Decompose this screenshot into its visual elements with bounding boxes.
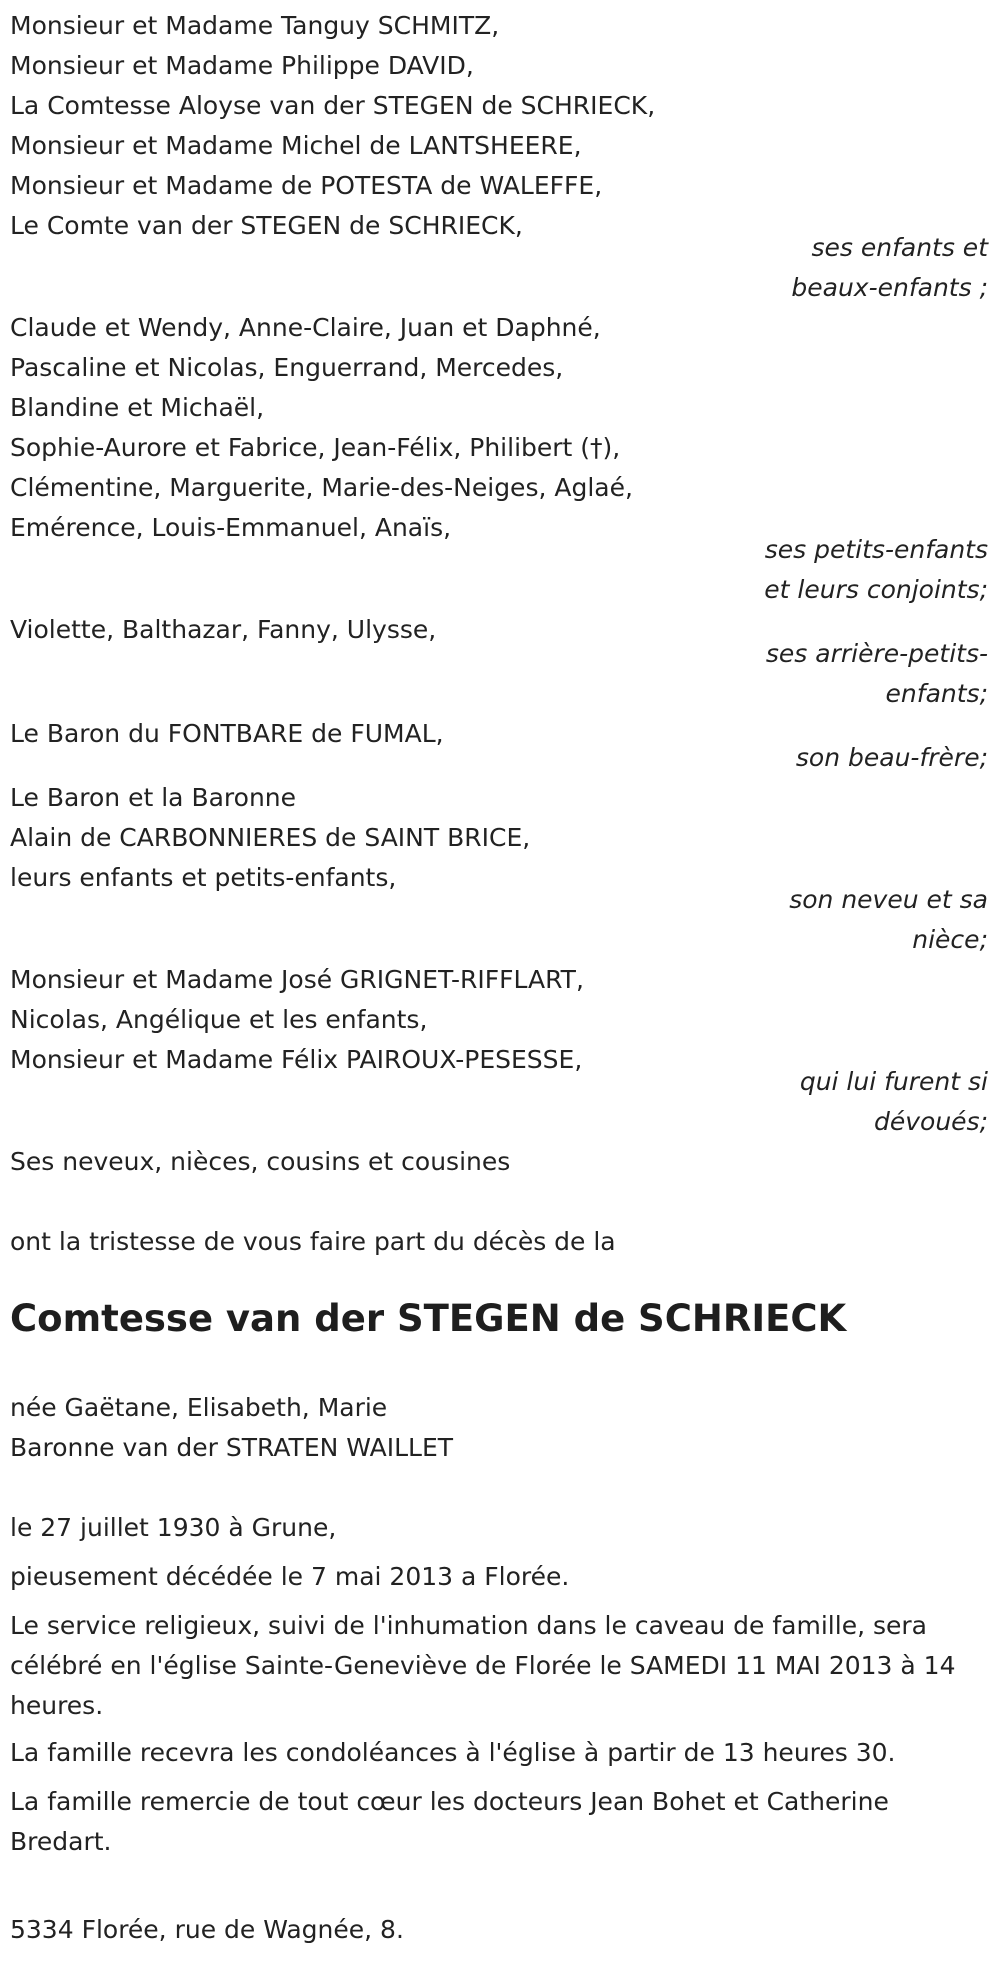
family-line: Claude et Wendy, Anne-Claire, Juan et Daphné, (10, 313, 601, 342)
family-line: Le Baron du FONTBARE de FUMAL, (10, 719, 444, 748)
family-line: Nicolas, Angélique et les enfants, (10, 1005, 428, 1034)
family-line: Violette, Balthazar, Fanny, Ulysse, (10, 615, 437, 644)
relation-label: et leurs conjoints; (764, 575, 988, 604)
family-line: Ses neveux, nièces, cousins et cousines (10, 1147, 511, 1176)
deceased-name: Comtesse van der STEGEN de SCHRIECK (10, 1297, 847, 1340)
family-line: Monsieur et Madame de POTESTA de WALEFFE, (10, 171, 603, 200)
service-info: Le service religieux, suivi de l'inhumation dans le caveau de famille, sera célébré en l'église Sainte-Geneviève de Florée le SAMEDI 11 MAI 2013 à 14 heures. (10, 1611, 956, 1720)
family-line: Clémentine, Marguerite, Marie-des-Neiges, Aglaé, (10, 473, 633, 502)
family-line: Blandine et Michaël, (10, 393, 265, 422)
family-line: Pascaline et Nicolas, Enguerrand, Mercedes, (10, 353, 564, 382)
relation-label: dévoués; (873, 1107, 988, 1136)
thanks-text: La famille remercie de tout cœur les docteurs Jean Bohet et Catherine Bredart. (10, 1787, 889, 1856)
birth-info: le 27 juillet 1930 à Grune, (10, 1513, 337, 1542)
family-line: Sophie-Aurore et Fabrice, Jean-Félix, Philibert (†), (10, 433, 621, 462)
family-line: leurs enfants et petits-enfants, (10, 863, 397, 892)
relation-label: qui lui furent si (799, 1067, 988, 1096)
family-line: Le Comte van der STEGEN de SCHRIECK, (10, 211, 523, 240)
relation-label: ses arrière-petits- (765, 639, 988, 668)
announcement-text: ont la tristesse de vous faire part du décès de la (10, 1227, 616, 1256)
relation-label: beaux-enfants ; (791, 273, 988, 302)
family-line: Le Baron et la Baronne (10, 783, 297, 812)
family-line: La Comtesse Aloyse van der STEGEN de SCHRIECK, (10, 91, 656, 120)
relation-label: son neveu et sa (789, 885, 988, 914)
address: 5334 Florée, rue de Wagnée, 8. (10, 1915, 404, 1944)
relation-label: ses enfants et (811, 233, 988, 262)
family-line: Emérence, Louis-Emmanuel, Anaïs, (10, 513, 452, 542)
birth-name: née Gaëtane, Elisabeth, Marie (10, 1393, 388, 1422)
family-line: Alain de CARBONNIERES de SAINT BRICE, (10, 823, 531, 852)
relation-label: nièce; (912, 925, 988, 954)
birth-title: Baronne van der STRATEN WAILLET (10, 1433, 454, 1462)
family-line: Monsieur et Madame José GRIGNET-RIFFLART, (10, 965, 584, 994)
family-line: Monsieur et Madame Philippe DAVID, (10, 51, 474, 80)
family-line: Monsieur et Madame Tanguy SCHMITZ, (10, 11, 500, 40)
relation-label: ses petits-enfants (764, 535, 988, 564)
family-line: Monsieur et Madame Michel de LANTSHEERE, (10, 131, 582, 160)
death-info: pieusement décédée le 7 mai 2013 a Florée. (10, 1562, 570, 1591)
relation-label: son beau-frère; (795, 743, 988, 772)
condolences-info: La famille recevra les condoléances à l'église à partir de 13 heures 30. (10, 1738, 896, 1767)
relation-label: enfants; (885, 679, 988, 708)
family-line: Monsieur et Madame Félix PAIROUX-PESESSE, (10, 1045, 583, 1074)
